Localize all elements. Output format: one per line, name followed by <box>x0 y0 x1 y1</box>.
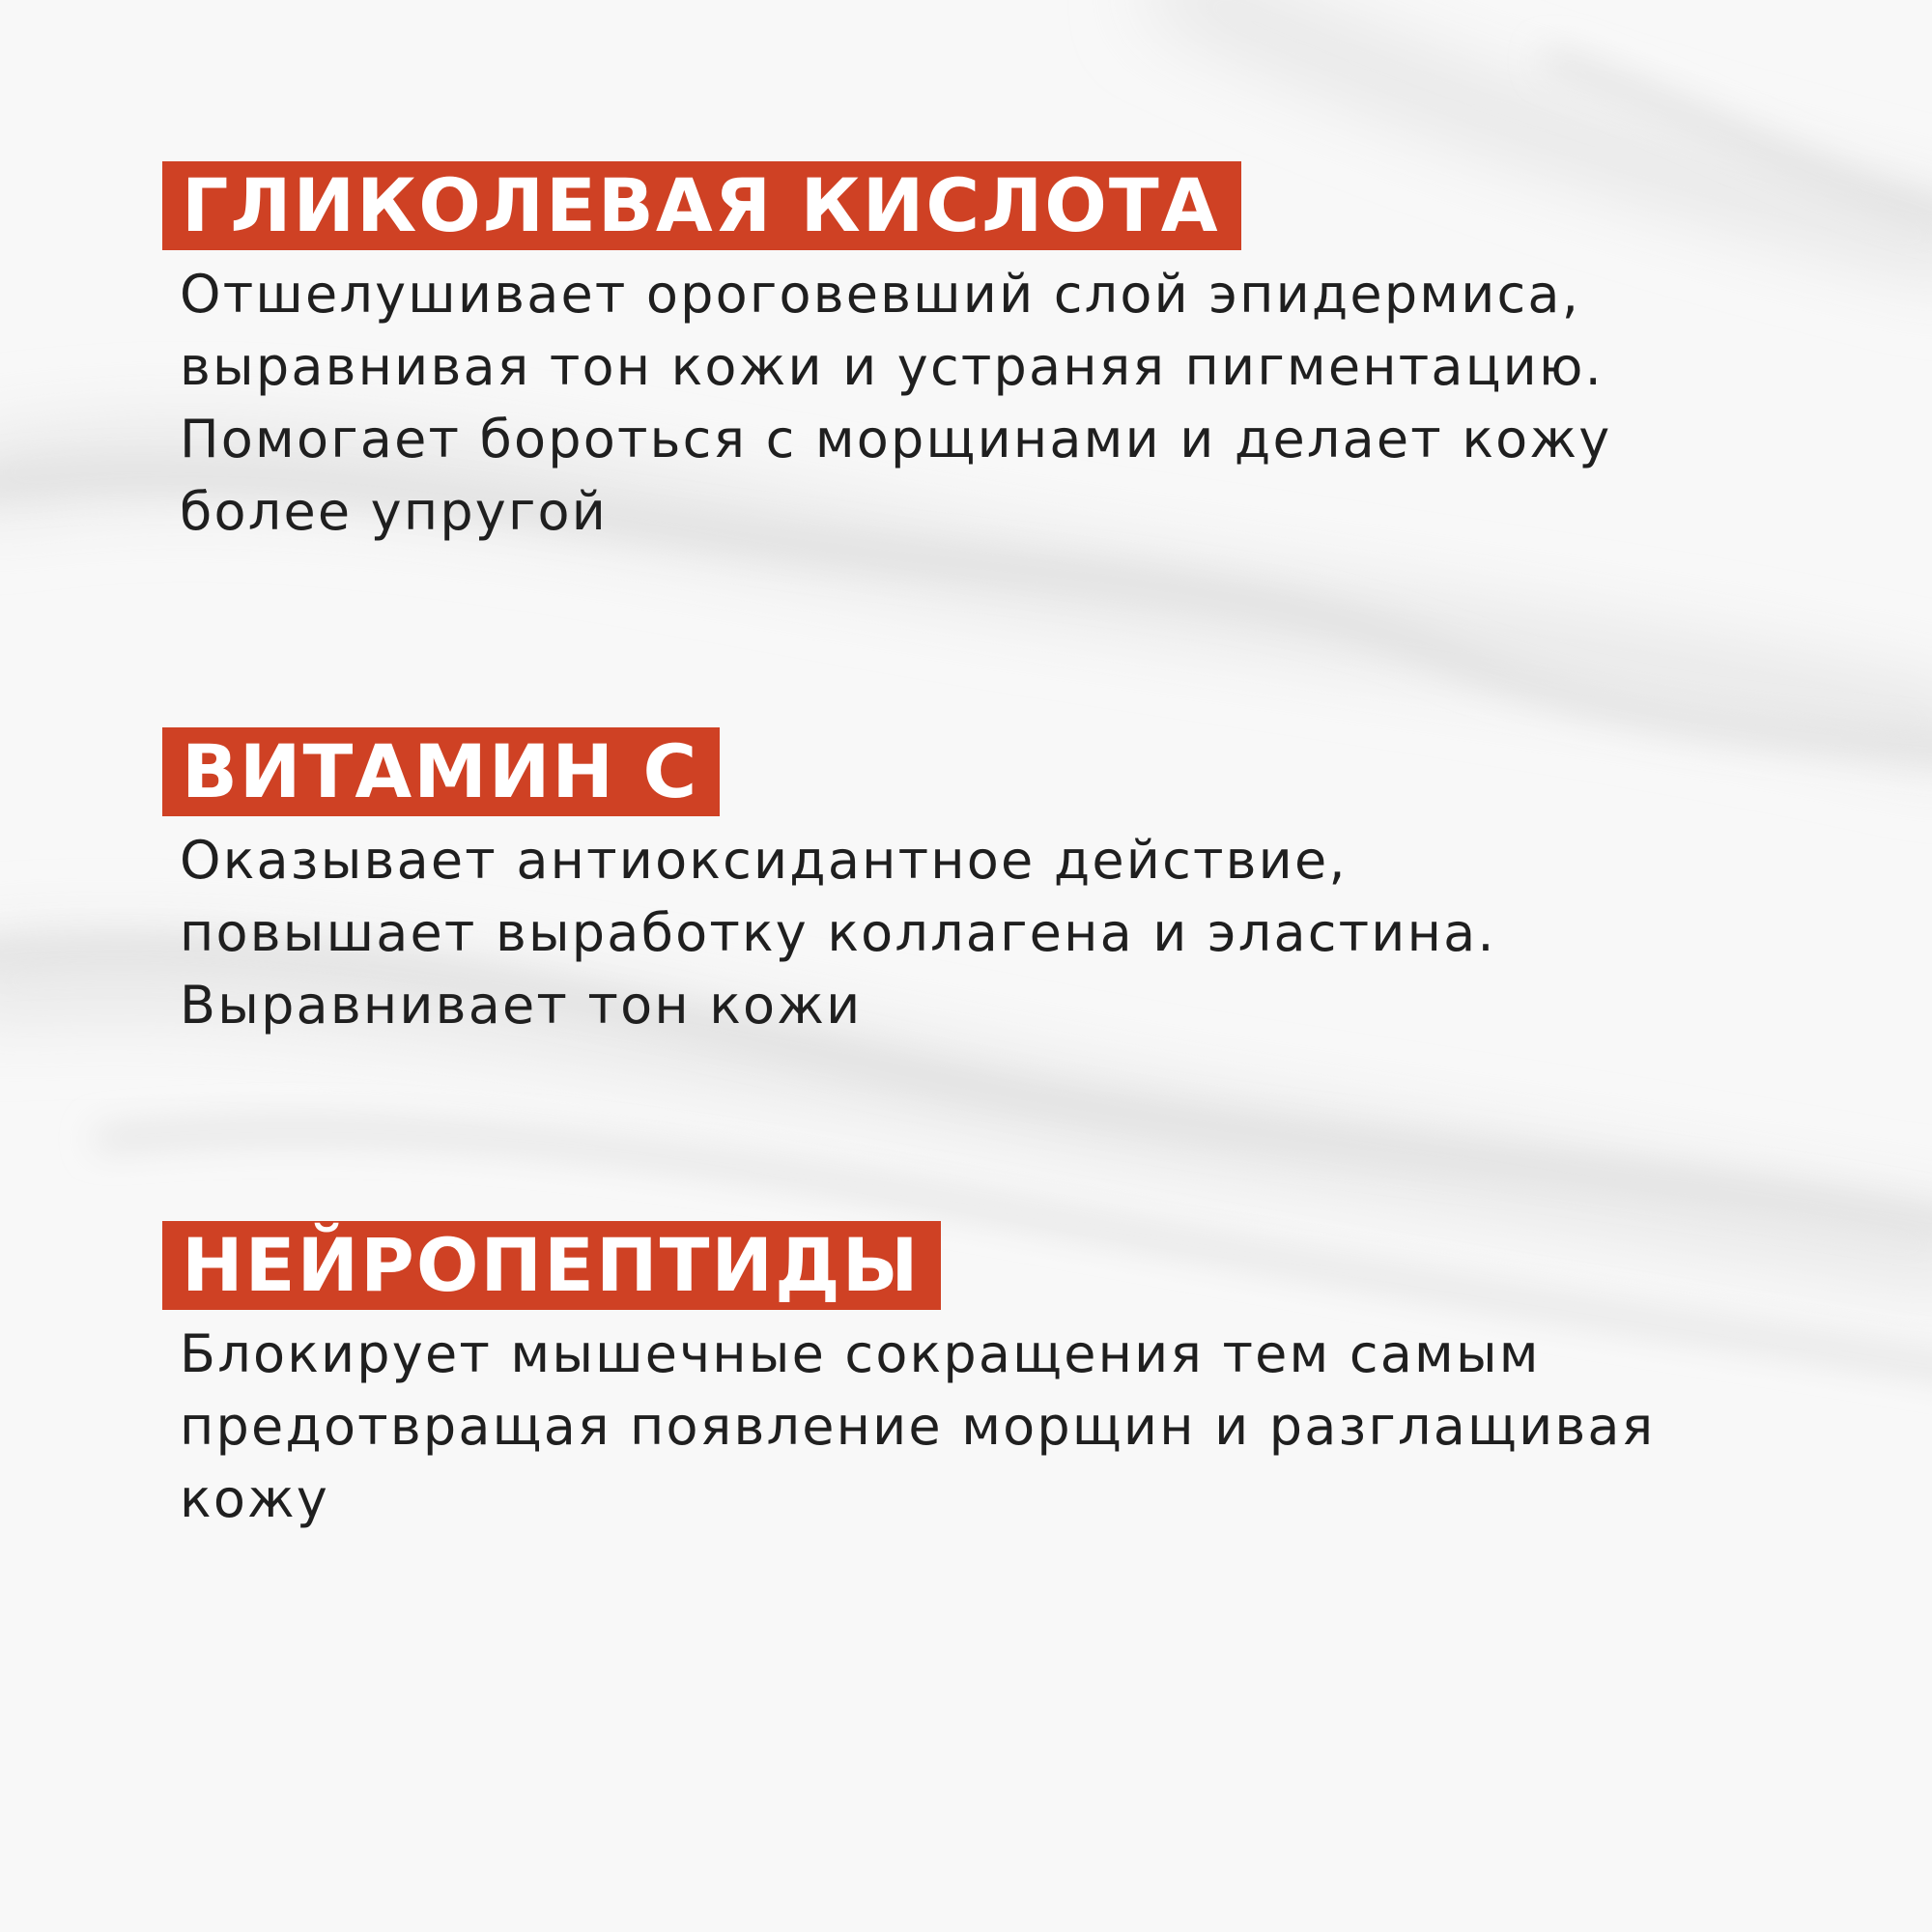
section-description <box>162 1318 1655 1535</box>
section-heading: НЕЙРОПЕПТИДЫ <box>162 1221 941 1310</box>
section-vitamin-c <box>162 727 1496 1041</box>
description-line: Помогает бороться с морщинами и делает кожу <box>180 409 1612 469</box>
description-line: кожу <box>180 1468 330 1529</box>
description-line: выравнивая тон кожи и устраняя пигментацию. <box>180 336 1604 397</box>
description-line: повышает выработку коллагена и эластина. <box>180 902 1496 963</box>
description-line: Выравнивает тон кожи <box>180 975 863 1036</box>
description-line: предотвращая появление морщин и разглащивая <box>180 1396 1656 1457</box>
description-line: Блокирует мышечные сокращения тем самым <box>180 1323 1541 1384</box>
section-heading: ВИТАМИН С <box>162 727 720 816</box>
section-neuropeptides <box>162 1221 1655 1535</box>
description-line: Оказывает антиоксидантное действие, <box>180 830 1348 891</box>
section-description <box>162 824 1496 1041</box>
section-heading: ГЛИКОЛЕВАЯ КИСЛОТА <box>162 161 1241 250</box>
description-line: Отшелушивает ороговевший слой эпидермиса, <box>180 264 1581 325</box>
section-description <box>162 258 1611 548</box>
description-line: более упругой <box>180 481 609 542</box>
section-glycolic-acid <box>162 161 1611 548</box>
